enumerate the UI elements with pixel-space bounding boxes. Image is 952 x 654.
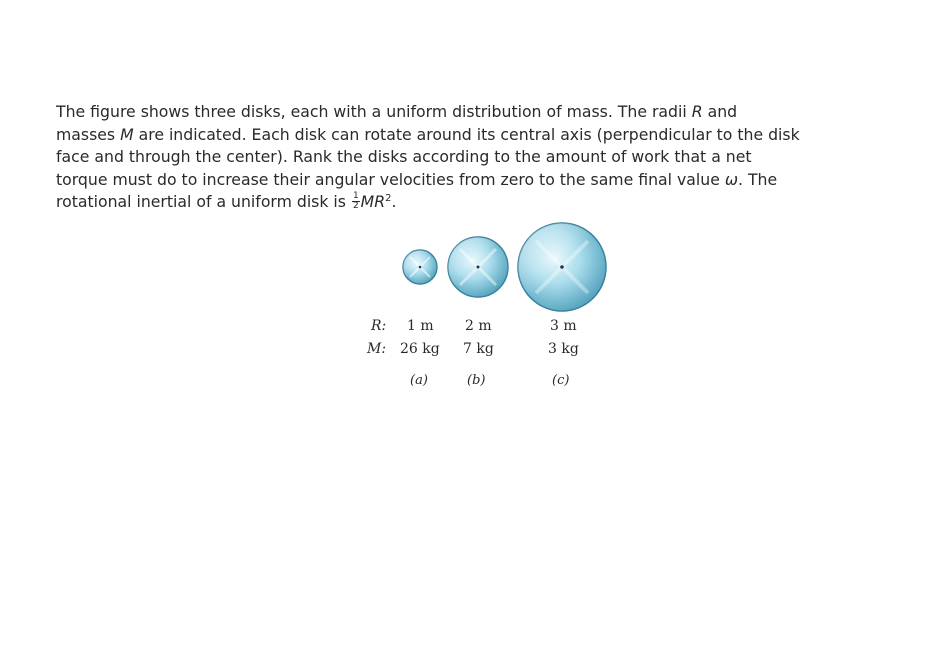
mass-row-label: M:: [367, 341, 387, 357]
disk-b-radius: 2 m: [465, 318, 492, 334]
problem-line-1: [56, 101, 936, 124]
problem-text: torque must do to increase their angular velocities from zero to the same final value: [56, 169, 725, 189]
formula-exponent: 2: [385, 192, 392, 204]
omega-variable: ω: [724, 169, 738, 189]
disk-a: [403, 250, 437, 284]
problem-text: .: [391, 192, 397, 211]
disk-a-mass: 26 kg: [400, 341, 440, 357]
problem-line-5: [56, 191, 936, 214]
problem-text: masses: [56, 124, 121, 144]
radius-variable: R: [691, 102, 703, 121]
disk-b-tag: (b): [467, 373, 486, 388]
problem-line-2: [56, 124, 936, 147]
problem-line-4: [56, 169, 936, 192]
fraction-denominator: 2: [352, 201, 359, 211]
problem-text: and: [702, 102, 738, 121]
problem-text: rotational inertial of a uniform disk is: [56, 192, 351, 211]
problem-statement: [56, 101, 936, 214]
problem-line-3: face and through the center). Rank the disks according to the amount of work that a net: [56, 147, 752, 166]
disk-a-radius: 1 m: [407, 318, 434, 334]
disk-a-tag: (a): [410, 373, 428, 388]
problem-text: The figure shows three disks, each with a uniform distribution of mass. The radii: [56, 102, 692, 121]
disk-b-mass: 7 kg: [463, 341, 494, 357]
disk-c: [518, 223, 606, 311]
disk-c-mass: 3 kg: [548, 341, 579, 357]
problem-text: . The: [737, 169, 778, 189]
fraction-numerator: 1: [352, 191, 359, 201]
radius-row-label: R:: [371, 318, 387, 334]
one-half-fraction: [352, 192, 360, 211]
problem-text: are indicated. Each disk can rotate around its central axis (perpendicular to the disk: [133, 124, 800, 144]
disk-c-radius: 3 m: [550, 318, 577, 334]
inertia-formula: MR: [360, 192, 386, 211]
disk-c-tag: (c): [552, 373, 570, 388]
disk-b: [448, 237, 508, 297]
mass-variable: M: [120, 124, 134, 144]
